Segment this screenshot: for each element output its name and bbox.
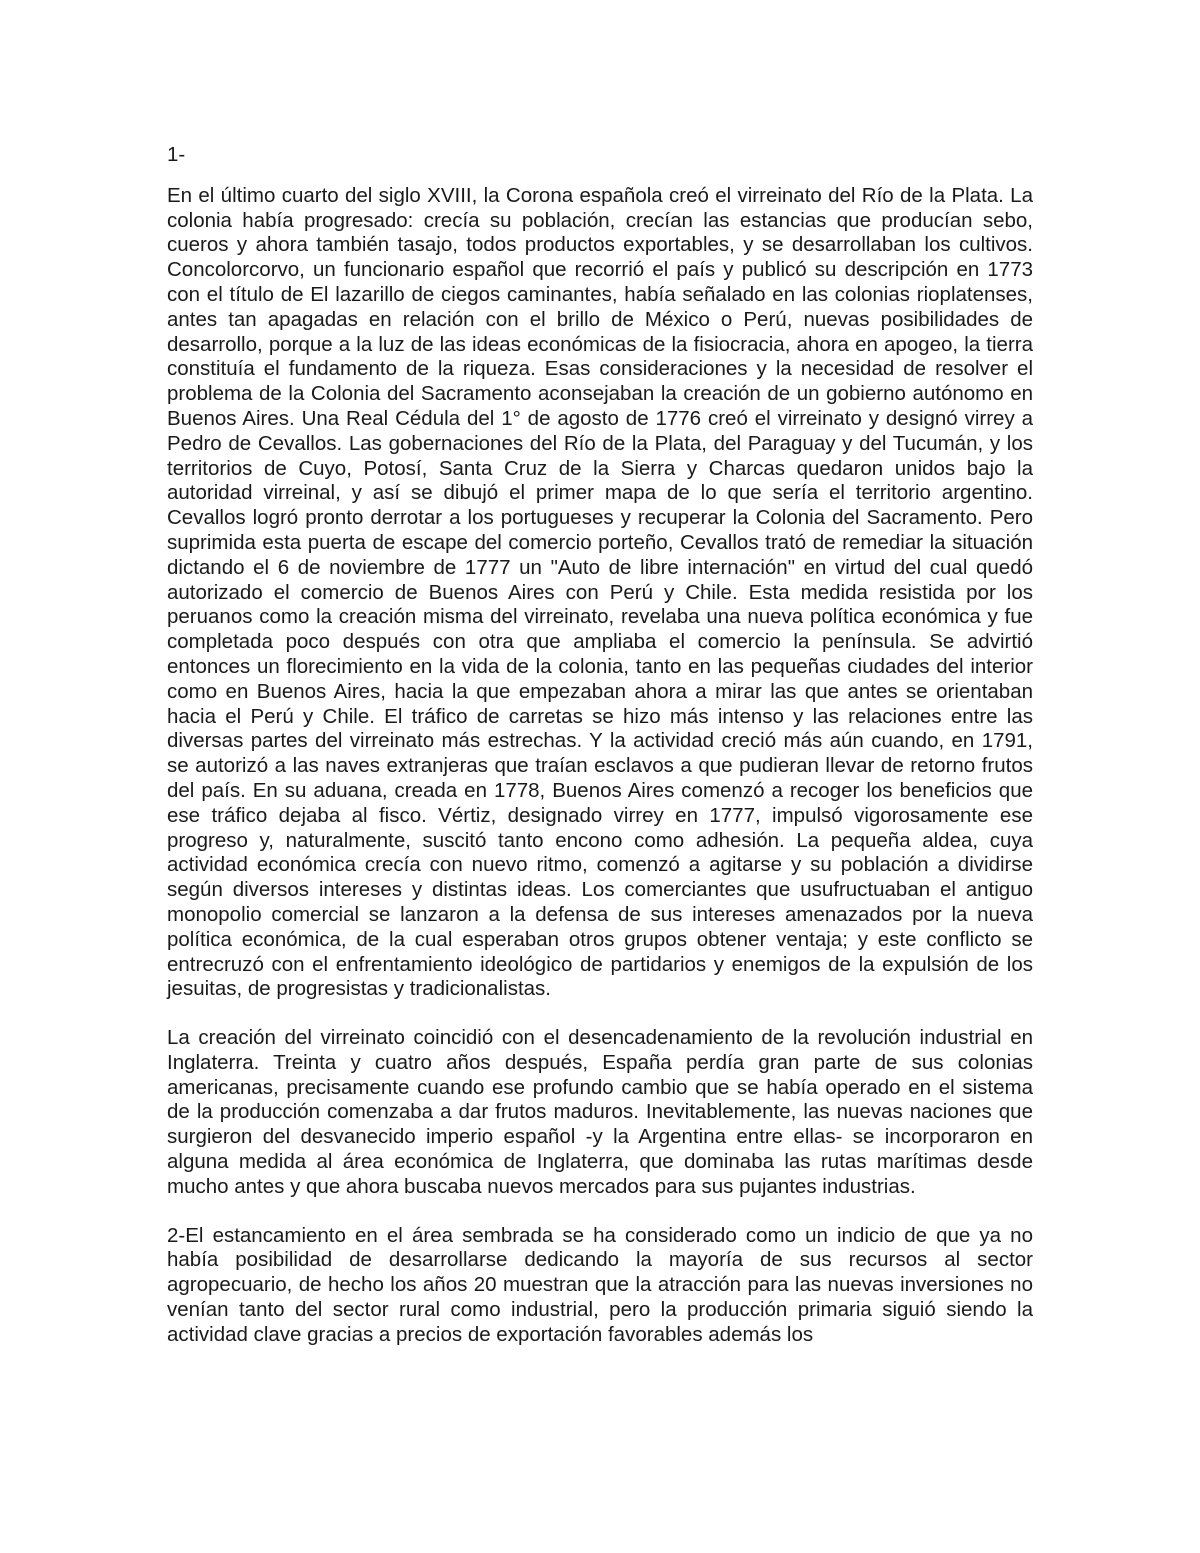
document-body [167, 143, 1033, 1372]
section-heading: 1- [167, 143, 186, 166]
paragraph-virreinato: En el último cuarto del siglo XVIII, la Corona española creó el virreinato del Río de la Plata. La colonia había progresado: crecía su población, crecían las estancias que producían sebo, cueros y ahora también tasajo, todos productos exportables, y se desarrollaban los cultivos. Concolorcorvo, un funcionario español que recorrió el país y publicó su descripción en 1773 con el título de El lazarillo de ciegos caminantes, había señalado en las colonias rioplatenses, antes tan apagadas en relación con el brillo de México o Perú, nuevas posibilidades de desarrollo, porque a la luz de las ideas económicas de la fisiocracia, ahora en apogeo, la tierra constituía el fundamento de la riqueza. Esas consideraciones y la necesidad de resolver el problema de la Colonia del Sacramento aconsejaban la creación de un gobierno autónomo en Buenos Aires. Una Real Cédula del 1° de agosto de 1776 creó el virreinato y designó virrey a Pedro de Cevallos. Las gobernaciones del Río de la Plata, del Paraguay y del Tucumán, y los territorios de Cuyo, Potosí, Santa Cruz de la Sierra y Charcas quedaron unidos bajo la autoridad virreinal, y así se dibujó el primer mapa de lo que sería el territorio argentino. Cevallos logró pronto derrotar a los portugueses y recuperar la Colonia del Sacramento. Pero suprimida esta puerta de escape del comercio porteño, Cevallos trató de remediar la situación dictando el 6 de noviembre de 1777 un "Auto de libre internación" en virtud del cual quedó autorizado el comercio de Buenos Aires con Perú y Chile. Esta medida resistida por los peruanos como la creación misma del virreinato, revelaba una nueva política económica y fue completada poco después con otra que ampliaba el comercio la península. Se advirtió entonces un florecimiento en la vida de la colonia, tanto en las pequeñas ciudades del interior como en Buenos Aires, hacia la que empezaban ahora a mirar las que antes se orientaban hacia el Perú y Chile. El tráfico de carretas se hizo más intenso y las relaciones entre las diversas partes del virreinato más estrechas. Y la actividad creció más aún cuando, en 1791, se autorizó a las naves extranjeras que traían esclavos a que pudieran llevar de retorno frutos del país. En su aduana, creada en 1778, Buenos Aires comenzó a recoger los beneficios que ese tráfico dejaba al fisco. Vértiz, designado virrey en 1777, impulsó vigorosamente ese progreso y, naturalmente, suscitó tanto encono como adhesión. La pequeña aldea, cuya actividad económica crecía con nuevo ritmo, comenzó a agitarse y su población a dividirse según diversos intereses y distintas ideas. Los comerciantes que usufructuaban el antiguo monopolio comercial se lanzaron a la defensa de sus intereses amenazados por la nueva política económica, de la cual esperaban otros grupos obtener ventaja; y este conflicto se entrecruzó con el enfrentamiento ideológico de partidarios y enemigos de la expulsión de los jesuitas, de progresistas y tradicionalistas. [167, 183, 1033, 1001]
paragraph-revolucion-industrial: La creación del virreinato coincidió con el desencadenamiento de la revolución industrial en Inglaterra. Treinta y cuatro años después, España perdía gran parte de sus colonias americanas, precisamente cuando ese profundo cambio que se había operado en el sistema de la producción comenzaba a dar frutos maduros. Inevitablemente, las nuevas naciones que surgieron del desvanecido imperio español -y la Argentina entre ellas- se incorporaron en alguna medida al área económica de Inglaterra, que dominaba las rutas marítimas desde mucho antes y que ahora buscaba nuevos mercados para sus pujantes industrias. [167, 1026, 1033, 1198]
paragraph-estancamiento: 2-El estancamiento en el área sembrada se ha considerado como un indicio de que ya no había posibilidad de desarrollarse dedicando la mayoría de sus recursos al sector agropecuario, de hecho los años 20 muestran que la atracción para las nuevas inversiones no venían tanto del sector rural como industrial, pero la producción primaria siguió siendo la actividad clave gracias a precios de exportación favorables además los [167, 1223, 1033, 1346]
